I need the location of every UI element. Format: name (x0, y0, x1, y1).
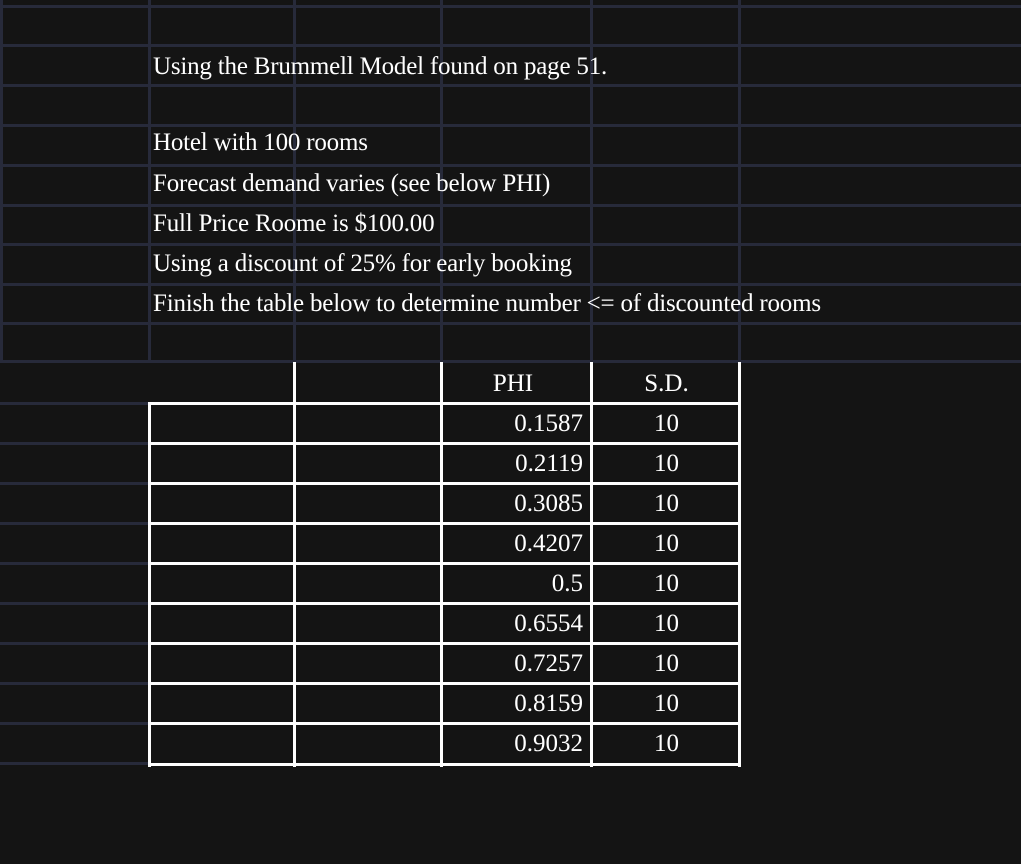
grid-line (0, 5, 1021, 8)
grid-line (0, 522, 150, 525)
sd-cell: 10 (654, 730, 679, 757)
grid-line (0, 562, 150, 565)
instruction-line: Using a discount of 25% for early booking (153, 250, 572, 277)
grid-line (0, 682, 150, 685)
grid-line (0, 164, 1021, 167)
sd-cell: 10 (654, 610, 679, 637)
instruction-line: Finish the table below to determine number <= of discounted rooms (153, 290, 821, 317)
grid-line (0, 602, 150, 605)
sd-cell: 10 (654, 490, 679, 517)
grid-line (0, 124, 1021, 127)
sd-cell: 10 (654, 650, 679, 677)
grid-line (0, 44, 1021, 47)
instruction-line: Forecast demand varies (see below PHI) (153, 170, 551, 197)
phi-cell: 0.3085 (514, 490, 583, 517)
grid-line (0, 642, 150, 645)
grid-line (148, 0, 151, 362)
grid-line (0, 0, 3, 362)
phi-cell: 0.4207 (514, 530, 583, 557)
grid-line (0, 762, 150, 765)
sd-cell: 10 (654, 570, 679, 597)
grid-line (0, 442, 150, 445)
sd-cell: 10 (654, 530, 679, 557)
instruction-line: Using the Brummell Model found on page 51. (153, 53, 608, 80)
grid-line (0, 402, 150, 405)
grid-line (0, 204, 1021, 207)
sd-cell: 10 (654, 410, 679, 437)
phi-cell: 0.2119 (515, 450, 583, 477)
instruction-line: Full Price Roome is $100.00 (153, 210, 435, 237)
phi-cell: 0.7257 (514, 650, 583, 677)
grid-line (0, 283, 1021, 286)
phi-table (148, 362, 741, 767)
phi-cell: 0.9032 (514, 730, 583, 757)
column-header-sd: S.D. (644, 370, 689, 397)
grid-line (0, 84, 1021, 87)
phi-cell: 0.5 (551, 570, 583, 597)
column-header-phi: PHI (492, 370, 534, 397)
sd-cell: 10 (654, 450, 679, 477)
phi-cell: 0.6554 (514, 610, 583, 637)
grid-line (0, 482, 150, 485)
grid-line (0, 322, 1021, 325)
table-border (148, 402, 151, 767)
grid-line (0, 722, 150, 725)
phi-cell: 0.1587 (514, 410, 583, 437)
phi-cell: 0.8159 (514, 690, 583, 717)
instruction-line: Hotel with 100 rooms (153, 129, 368, 156)
sd-cell: 10 (654, 690, 679, 717)
grid-line (0, 243, 1021, 246)
